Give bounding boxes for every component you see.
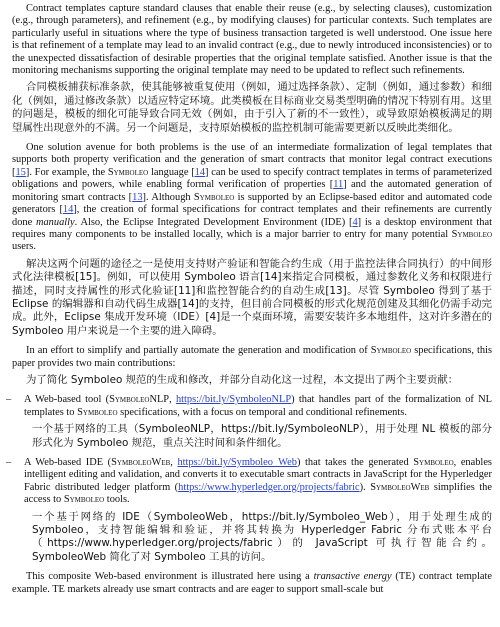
text: , [169,394,176,406]
text: 一个基于网络的 IDE（SymboleoWeb，https://bit.ly/Symboleo_Web），用于处理生成的 Symboleo，支持智能编辑和验证，并将其转换为 Hyperledger Fabric 分布式账本平台（https://www.hyperledger.org/projects/fabric）的 JavaScript 可执行智能合约。SymboleoWeb 简化了对 Symboleo 工具的访问。 [32,510,492,563]
tool-name: SymboleoWeb [111,457,171,468]
text: A Web-based IDE ( [24,457,112,468]
contribution-2-english [24,457,492,507]
text: ). [359,481,371,493]
symboleo-term: Symboleo [370,345,412,357]
contribution-item-1 [6,394,492,450]
emphasis: transactive energy [313,571,392,583]
text: is supported by an Eclipse-based editor and automated code generators [ [12,191,492,216]
list-dash: – [6,394,12,406]
paragraph-4-english [12,571,492,596]
emphasis: manually [35,216,75,228]
symboleo-term: Symboleo [77,406,118,418]
text: 为了简化 Symboleo 规范的生成和修改，并部分自动化这一过程，本文提出了两个主要贡献： [26,373,459,386]
paragraph-2-chinese [12,258,492,338]
text: , enables intelligent editing and validation, and converts it to executable smart contracts in JavaScript for the Hyperledger Fabric distributed ledger platform ( [24,457,492,493]
text: language [ [148,166,195,178]
contribution-1-chinese [32,423,492,450]
contribution-2-chinese [32,511,492,565]
text: simplifies the access to [24,481,492,506]
citation-link[interactable]: 4 [352,216,358,228]
text: 合同模板捕获标准条款，使其能够被重复使用（例如，通过选择条款）、定制（例如，通过参数）和细化（例如，通过修改条款）以适应特定环境。此类模板在目标商业交易类型明确的情况下特别有用。这里的问题是，模板的细化可能导致合同无效（例如，由于引入了新的不一致性），或导致原始模板满足的期望属性出现意外的不满。另一个问题是，支持原始模板的监控机制可能需要更新以反映此类细化。 [12,81,492,134]
url-link[interactable]: https://www.hyperledger.org/projects/fabric [178,481,360,493]
text: ) that handles part of the formalization of NL templates to [24,394,492,418]
tool-name: SymboleoWeb [370,481,430,493]
text: This composite Web-based environment is illustrated here using a [26,571,314,583]
contribution-1-english [24,394,492,419]
text: ] can be used to specify contract templates in terms of parameterized obligations and powers, while enabling formal verification of properties [ [12,166,492,191]
citation-link[interactable]: 11 [333,179,344,191]
url-link[interactable]: https://bit.ly/SymboleoNLP [175,394,292,406]
citation-link[interactable]: 15 [15,166,26,178]
text: , [170,457,178,468]
text: ]. For example, the [25,166,108,178]
citation-link[interactable]: 13 [132,191,143,203]
paragraph-1-chinese [12,81,492,135]
text: ]. Although [142,191,194,203]
citation-link[interactable]: 14 [62,204,74,216]
text: ] is a desktop environment that requires many components to be installed locally, which is a major barrier to entry for many potential [12,216,492,240]
text: specifications, this paper provides two main contributions: [12,345,493,369]
citation-link[interactable]: 14 [194,166,206,178]
text: Contract templates capture standard clauses that enable their reuse (e.g., by selecting clauses), customization (e.g., through parameters), and refinement (e.g., by modifying clauses) for particular contexts. Such templates are particularly useful in situations where the type of business transaction targeted is well understood. One issue here is that refinement of a template may lead to an invalid contract (e.g., due to newly introduced inconsistencies) or to the unexpected dissatisfaction of desirable properties that the original template satisfied. Another issue is that the monitoring mechanisms supporting the original template may need to be updated to reflect such refinements. [12,3,492,77]
symboleo-term: Symboleo [413,457,454,468]
symboleo-term: Symboleo [107,166,149,178]
symboleo-term: Symboleo [63,494,105,506]
paragraph-1-english [12,3,492,77]
paragraph-3-chinese [12,374,492,387]
text: A Web-based tool ( [24,394,110,406]
text: 一个基于网络的工具（SymboleoNLP，https://bit.ly/SymboleoNLP），用于处理 NL 模板的部分形式化为 Symboleo 规范，重点关注时间和条件细化。 [32,423,492,449]
url-link[interactable]: https://bit.ly/Symboleo_Web [177,457,297,468]
list-dash: – [6,457,12,468]
paragraph-2-english [12,142,492,254]
text: One solution avenue for both problems is the use of an intermediate formalization of legal templates that supports both property verification and the generation of smart contracts that monitor legal contract executions [ [12,142,492,178]
symboleo-term: Symboleo [451,228,492,240]
text: . Also, the Eclipse Integrated Development Environment (IDE) [ [74,216,353,228]
text: In an effort to simplify and partially automate the generation and modification of [26,345,371,357]
text: 解决这两个问题的途径之一是使用支持财产验证和智能合约生成（用于监控法律合同执行）的中间形式化法律模板[15]。例如，可以使用 Symboleo 语言[14]来指定合同模板，通过参数化义务和权限进行描述，同时支持属性的形式化验证[11]和监控智能合约的自动生成[13]。尽管 Symboleo 得到了基于 Eclipse 的编辑器和自动代码生成器[14]的支持，但目前合同模板的形式化规范创建及其细化仍需手动完成。此外，Eclipse 集成开发环境（IDE）[4]是一个桌面环境，需要安装许多本地组件，这对许多潜在的 Symboleo 用户来说是一个主要的进入障碍。 [12,257,492,337]
text: ] and the automated generation of monitoring smart contracts [ [12,179,492,203]
contribution-item-2 [6,457,492,564]
paragraph-3-english [12,345,492,370]
text: ], the creation of formal specifications for contract templates and their refinements are currently done [12,204,492,228]
text: users. [12,241,36,253]
tool-name: SymboleoNLP [109,394,170,406]
symboleo-term: Symboleo [193,191,235,203]
text: tools. [104,494,130,506]
text: specifications, with a focus on temporal and conditional refinements. [117,406,407,418]
text: (TE) contract template example. TE markets already use smart contracts and are eager to support small-scale but [12,571,492,595]
text: ) that takes the generated [296,457,414,468]
